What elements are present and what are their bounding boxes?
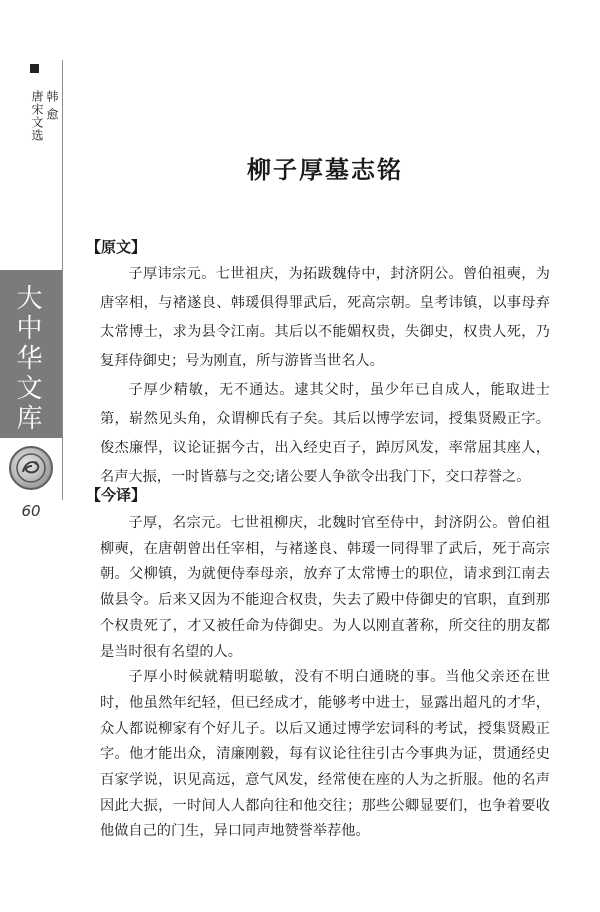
page-number: 60 (21, 502, 41, 520)
series-header (28, 64, 58, 146)
translation-paragraph-1: 子厚，名宗元。七世祖柳庆，北魏时官至侍中，封济阴公。曾伯祖柳奭，在唐朝曾出任宰相，与褚遂良、韩瑗一同得罪了武后，死于高宗朝。父柳镇，为就便侍奉母亲，放弃了太常博士的职位，请求到江南去做县令。后来又因为不能迎合权贵，失去了殿中侍御史的官职，直到那个权贵死了，才又被任命为侍御史。为人以刚直著称，所交往的朋友都是当时很有名望的人。 (100, 515, 550, 660)
book-title: 唐宋文选 (30, 90, 44, 142)
original-text-label: 【原文】 (86, 238, 147, 256)
original-paragraph-1: 子厚讳宗元。七世祖庆，为拓跋魏侍中，封济阴公。曾伯祖奭，为唐宰相，与褚遂良、韩瑗俱得罪武后，死高宗朝。皇考讳镇，以事母弃太常博士，求为县令江南。其后以不能媚权贵，失御史，权贵人死，乃复拜侍御史；号为刚直，所与游皆当世名人。 (100, 266, 550, 369)
dragon-seal-icon (9, 446, 53, 490)
translation-text (100, 511, 550, 845)
original-paragraph-2: 子厚少精敏，无不通达。逮其父时，虽少年已自成人，能取进士第，崭然见头角，众谓柳氏有子矣。其后以博学宏词，授集贤殿正字。俊杰廉悍，议论证据今古，出入经史百子，踔厉风发，率常屈其座人，名声大振，一时皆慕与之交;诸公要人争欲令出我门下，交口荐誉之。 (100, 382, 550, 485)
square-bullet-icon (30, 64, 39, 73)
library-name: 大中华文库 (12, 284, 42, 434)
page-title: 柳子厚墓志铭 (247, 156, 403, 184)
author-name: 韩 愈 (45, 90, 59, 121)
dragon-emblem-icon (15, 452, 47, 484)
original-text (100, 260, 550, 492)
library-tab (0, 270, 62, 438)
translation-label: 【今译】 (86, 486, 147, 504)
translation-paragraph-2: 子厚小时候就精明聪敏，没有不明白通晓的事。当他父亲还在世时，他虽然年纪轻，但已经成才，能够考中进士，显露出超凡的才华，众人都说柳家有个好儿子。以后又通过博学宏词科的考试，授集贤殿正字。他才能出众，清廉刚毅，每有议论往往引古今事典为证，贯通经史百家学说，识见高远，意气风发，经常使在座的人为之折服。他的名声因此大振，一时间人人都向往和他交往；那些公卿显要们，也争着要收他做自己的门生，异口同声地赞誉举荐他。 (100, 669, 550, 840)
margin-rule (62, 60, 63, 500)
